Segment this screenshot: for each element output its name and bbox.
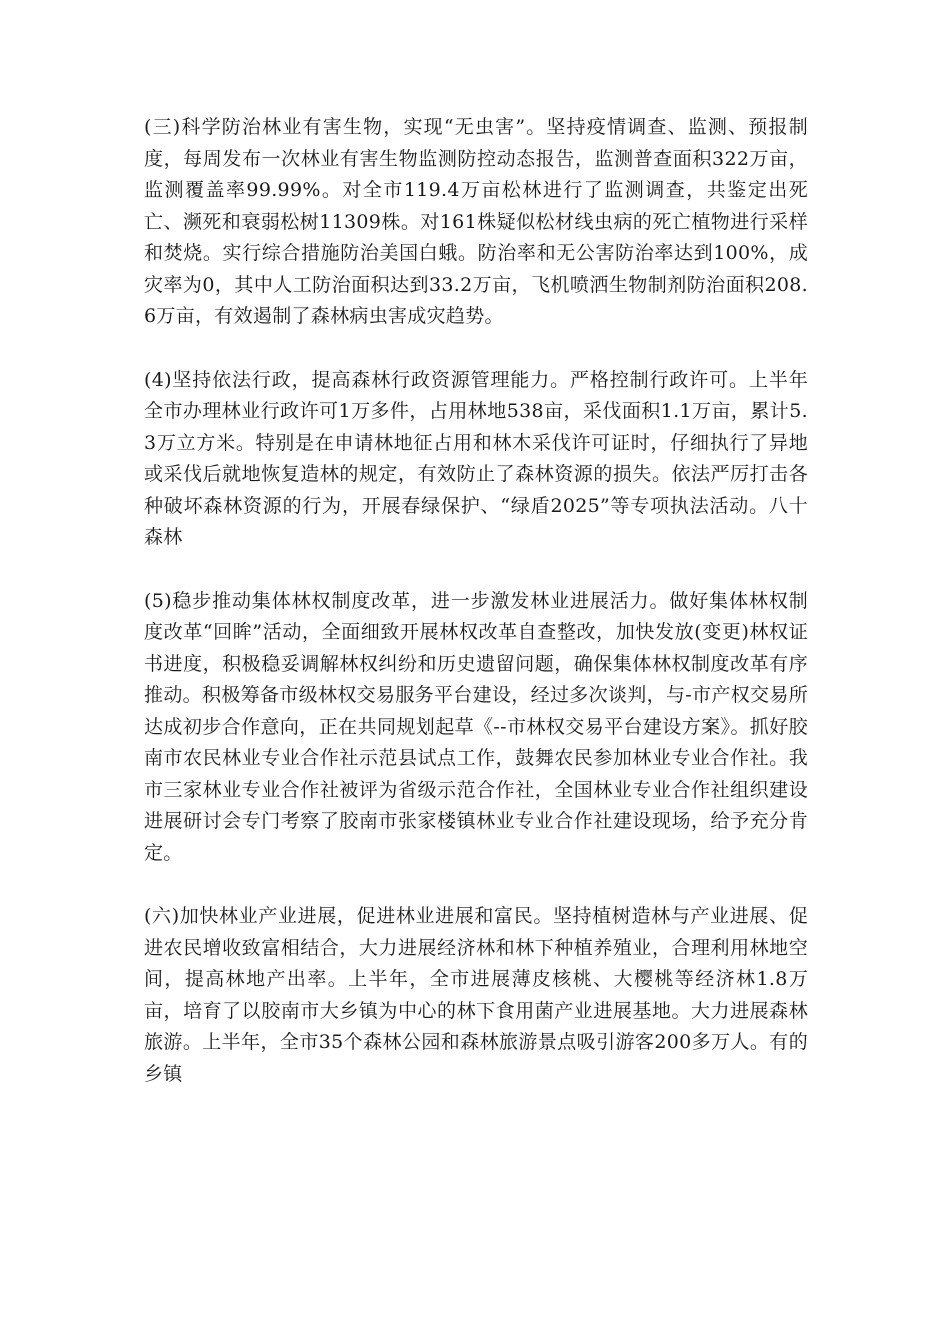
paragraph-administration: (4)坚持依法行政，提高森林行政资源管理能力。严格控制行政许可。上半年全市办理林业行政许可1万多件，占用林地538亩，采伐面积1.1万亩，累计5.3万立方米。特别是在申请林地征占用和林木采伐许可证时，仔细执行了异地或采伐后就地恢复造林的规定，有效防止了森林资源的损失。依法严厉打击各种破坏森林资源的行为，开展春绿保护、“绿盾2025”等专项执法活动。八十森林 (144, 368, 808, 548)
document-body (144, 112, 808, 1090)
paragraph-forest-rights-reform: (5)稳步推动集体林权制度改革，进一步激发林业进展活力。做好集体林权制度改革“回眸”活动，全面细致开展林权改革自查整改，加快发放(变更)林权证书进度，积极稳妥调解林权纠纷和历史遗留问题，确保集体林权制度改革有序推动。积极筹备市级林权交易服务平台建设，经过多次谈判，与-市产权交易所达成初步合作意向，正在共同规划起草《--市林权交易平台建设方案》。抓好胶南市农民林业专业合作社示范县试点工作，鼓舞农民参加林业专业合作社。我市三家林业专业合作社被评为省级示范合作社，全国林业专业合作社组织建设进展研讨会专门考察了胶南市张家楼镇林业专业合作社建设现场，给予充分肯定。 (144, 589, 808, 864)
paragraph-forestry-industry: (六)加快林业产业进展，促进林业进展和富民。坚持植树造林与产业进展、促进农民增收致富相结合，大力进展经济林和林下种植养殖业，合理利用林地空间，提高林地产出率。上半年，全市进展薄皮核桃、大樱桃等经济林1.8万亩，培育了以胶南市大乡镇为中心的林下食用菌产业进展基地。大力进展森林旅游。上半年，全市35个森林公园和森林旅游景点吸引游客200多万人。有的乡镇 (144, 905, 808, 1085)
paragraph-pest-control: (三)科学防治林业有害生物，实现“无虫害”。坚持疫情调查、监测、预报制度，每周发布一次林业有害生物监测防控动态报告，监测普查面积322万亩，监测覆盖率99.99%。对全市119.4万亩松林进行了监测调查，共鉴定出死亡、濒死和衰弱松树11309株。对161株疑似松材线虫病的死亡植物进行采样和焚烧。实行综合措施防治美国白蛾。防治率和无公害防治率达到100%，成灾率为0，其中人工防治面积达到33.2万亩，飞机喷洒生物制剂防治面积208.6万亩，有效遏制了森林病虫害成灾趋势。 (144, 116, 808, 327)
